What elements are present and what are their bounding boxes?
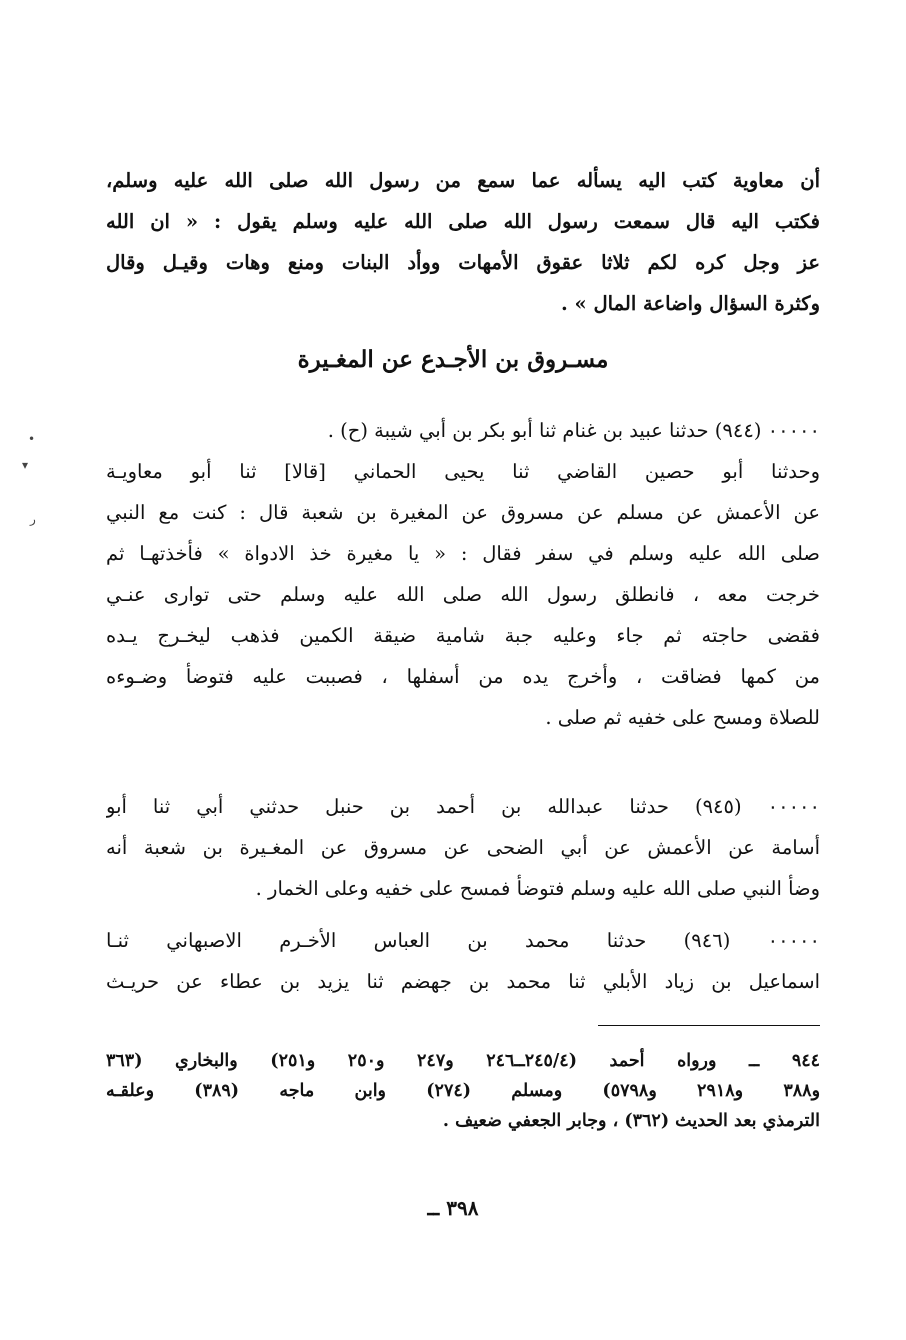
footnote-line: الترمذي بعد الحديث (٣٦٢) ، وجابر الجعفي ضعيف . [442,1111,820,1131]
scan-speck: ﺭ [30,512,36,526]
text-line: صلى الله عليه وسلم في سفر فقال : « يا مغيرة خذ الادواة » فأخذتهـا ثم [106,542,820,565]
footnote [106,1046,820,1136]
hadith-945 [106,786,820,909]
text-line: من كمها فضاقت ، وأخرج يده من أسفلها ، فصببت عليه فتوضأ وضـوءه [106,665,820,688]
text-line: وحدثنا أبو حصين القاضي ثنا يحيى الحماني [قالا] ثنا أبو معاويـة [106,460,820,483]
footnote-line: ٩٤٤ ــ ورواه أحمد (٢٤٥/٤ــ٢٤٦ و٢٤٧ و٢٥٠ و٢٥١) والبخاري (٣٦٣ [106,1051,820,1071]
text-line: ٠٠٠٠٠ (٩٤٤) حدثنا عبيد بن غنام ثنا أبو بكر بن أبي شيبة (ح) . [327,419,820,442]
text-line: أن معاوية كتب اليه يسأله عما سمع من رسول الله صلى الله عليه وسلم، [106,169,820,192]
text-line: فكتب اليه قال سمعت رسول الله صلى الله عليه وسلم يقول : « ان الله [106,210,820,233]
text-line: أسامة عن الأعمش عن أبي الضحى عن مسروق عن المغـيرة بن شعبة أنه [106,836,820,859]
text-line: اسماعيل بن زياد الأبلي ثنا محمد بن جهضم ثنا يزيد بن عطاء عن حريـث [106,970,820,993]
section-heading: مسـروق بن الأجـدع عن المغـيرة [297,346,609,373]
scan-speck: ▾ [22,458,29,472]
hadith-944 [106,410,820,738]
page-number: ٣٩٨ ــ [427,1196,479,1220]
text-line: ٠٠٠٠٠ (٩٤٦) حدثنا محمد بن العباس الأخـرم الاصبهاني ثنـا [106,929,820,952]
top-paragraph [106,160,820,324]
text-line: ٠٠٠٠٠ (٩٤٥) حدثنا عبدالله بن أحمد بن حنبل حدثني أبي ثنا أبو [106,795,820,818]
text-line: للصلاة ومسح على خفيه ثم صلى . [545,706,820,729]
footnote-divider [598,1025,820,1026]
text-line: فقضى حاجته ثم جاء وعليه جبة شامية ضيقة الكمين فذهب ليخـرج يـده [106,624,820,647]
text-line: وكثرة السؤال واضاعة المال » . [560,292,820,315]
text-line: خرجت معه ، فانطلق رسول الله صلى الله عليه وسلم حتى توارى عنـي [106,583,820,606]
text-line: وضأ النبي صلى الله عليه وسلم فتوضأ فمسح على خفيه وعلى الخمار . [255,877,820,900]
hadith-946 [106,920,820,1002]
scan-speck: • [28,432,36,446]
footnote-line: و٣٨٨ و٢٩١٨ و٥٧٩٨) ومسلم (٢٧٤) وابن ماجه (٣٨٩) وعلقـه [106,1081,820,1101]
text-line: عن الأعمش عن مسلم عن مسروق عن المغيرة بن شعبة قال : كنت مع النبي [106,501,820,524]
text-line: عز وجل كره لكم ثلاثا عقوق الأمهات ووأد البنات ومنع وهات وقيـل وقال [106,251,820,274]
